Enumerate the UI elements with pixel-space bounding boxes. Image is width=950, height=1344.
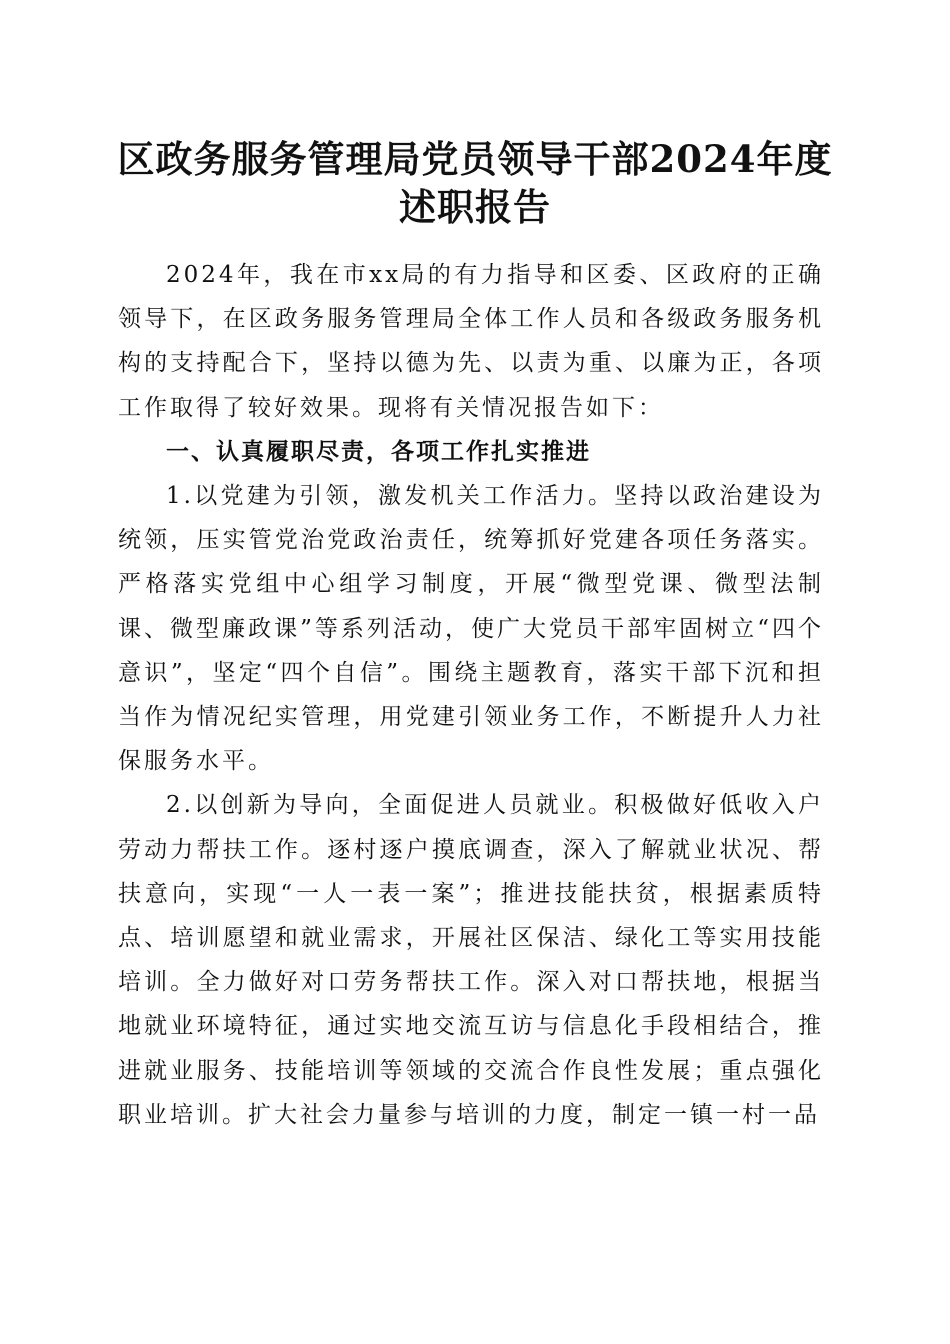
intro-paragraph: 2024年，我在市xx局的有力指导和区委、区政府的正确领导下，在区政务服务管理局全体工作人员和各级政务服务机构的支持配合下，坚持以德为先、以责为重、以廉为正，各项工作取得了较好效果。现将有关情况报告如下： (118, 262, 824, 421)
paragraph-party-building: 1.以党建为引领，激发机关工作活力。坚持以政治建设为统领，压实管党治党政治责任，统筹抓好党建各项任务落实。严格落实党组中心组学习制度，开展“微型党课、微型法制课、微型廉政课”等系列活动，使广大党员干部牢固树立“四个意识”，坚定“四个自信”。围绕主题教育，落实干部下沉和担当作为情况纪实管理，用党建引领业务工作，不断提升人力社保服务水平。 (118, 483, 824, 775)
document-title: 区政务服务管理局党员领导干部2024年度述职报告 (117, 137, 833, 229)
document-body (118, 253, 824, 1137)
paragraph-employment: 2.以创新为导向，全面促进人员就业。积极做好低收入户劳动力帮扶工作。逐村逐户摸底调查，深入了解就业状况、帮扶意向，实现“一人一表一案”；推进技能扶贫，根据素质特点、培训愿望和就业需求，开展社区保洁、绿化工等实用技能培训。全力做好对口劳务帮扶工作。深入对口帮扶地，根据当地就业环境特征，通过实地交流互访与信息化手段相结合，推进就业服务、技能培训等领域的交流合作良性发展；重点强化职业培训。扩大社会力量参与培训的力度，制定一镇一村一品 (118, 792, 824, 1128)
section-heading: 一、认真履职尽责，各项工作扎实推进 (166, 438, 591, 465)
